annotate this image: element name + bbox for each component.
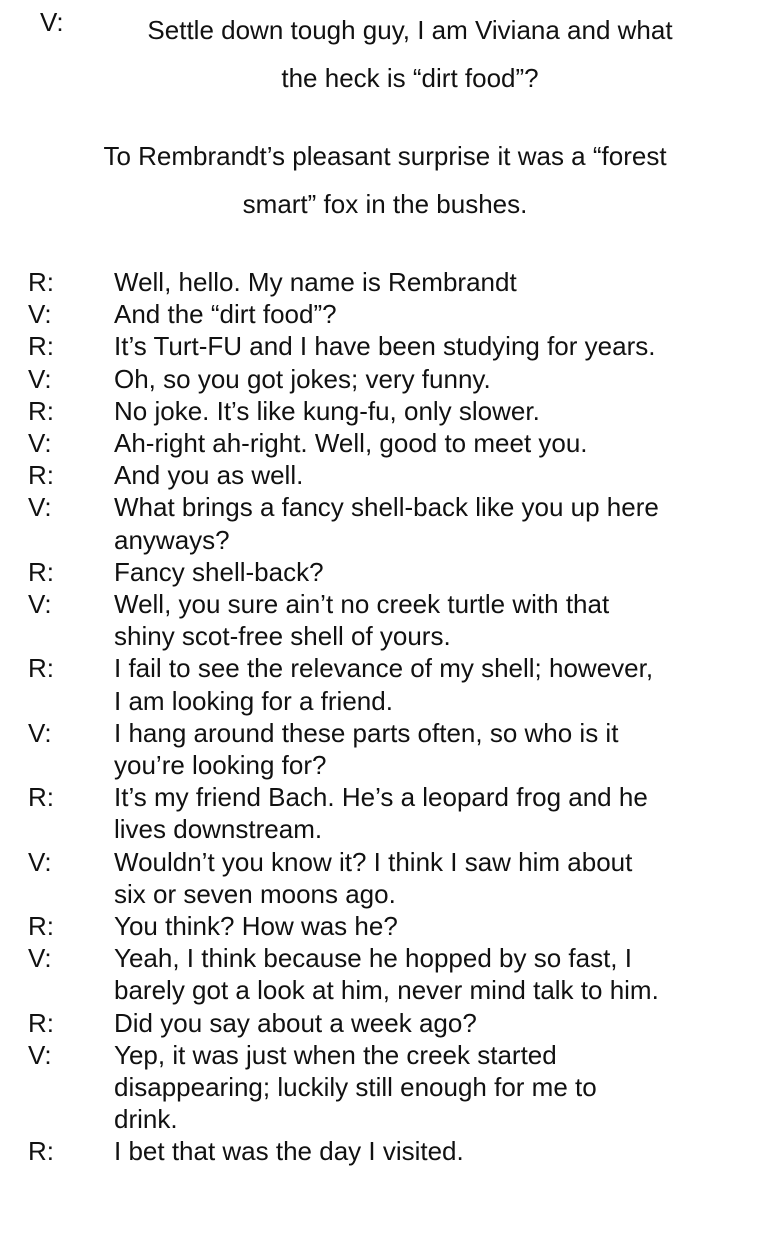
speech-line: Did you say about a week ago? xyxy=(114,1007,477,1038)
dialogue-row xyxy=(0,395,768,427)
intro-speech-line: the heck is “dirt food”? xyxy=(281,63,539,93)
dialogue-row xyxy=(0,652,768,716)
dialogue-row xyxy=(0,1135,768,1167)
speaker-label: R: xyxy=(28,782,54,813)
dialogue-row xyxy=(0,846,768,910)
speech-text xyxy=(114,266,724,298)
speech-line: drink. xyxy=(114,1104,178,1135)
speaker-label: V: xyxy=(28,299,52,330)
dialogue-row xyxy=(0,363,768,395)
narration-line: smart” fox in the bushes. xyxy=(242,189,528,219)
speaker-label: R: xyxy=(28,911,54,942)
dialogue-row xyxy=(0,717,768,781)
speech-line: Ah-right ah-right. Well, good to meet you. xyxy=(114,428,588,459)
speaker-label: R: xyxy=(28,1136,54,1167)
speaker-label: V: xyxy=(28,717,52,748)
speaker-label: V: xyxy=(28,428,52,459)
speaker-label: R: xyxy=(28,267,54,297)
speech-line: disappearing; luckily still enough for me to xyxy=(114,1072,597,1103)
speech-line: you’re looking for? xyxy=(114,750,327,781)
speaker-label: R: xyxy=(28,460,54,491)
speech-text xyxy=(114,1039,724,1136)
speaker-label: R: xyxy=(28,556,54,587)
speaker-label: R: xyxy=(28,1007,54,1038)
speech-text xyxy=(114,910,724,942)
speech-line: I bet that was the day I visited. xyxy=(114,1136,464,1167)
speech-text xyxy=(114,556,724,588)
speech-line: anyways? xyxy=(114,524,230,555)
speech-line: Oh, so you got jokes; very funny. xyxy=(114,363,491,394)
dialogue-row xyxy=(0,266,768,298)
speaker-label: R: xyxy=(28,395,54,426)
speech-text xyxy=(114,427,724,459)
speech-text xyxy=(114,459,724,491)
intro-speaker-label: V: xyxy=(40,7,64,37)
dialogue-row xyxy=(0,1039,768,1136)
speech-line: And the “dirt food”? xyxy=(114,299,337,330)
speech-line: And you as well. xyxy=(114,460,304,491)
speech-text xyxy=(114,1007,724,1039)
intro-speech-line: Settle down tough guy, I am Viviana and what xyxy=(147,15,673,45)
dialogue-list xyxy=(0,266,768,1168)
speech-text xyxy=(114,652,724,716)
speaker-label: V: xyxy=(28,846,52,877)
speaker-label: R: xyxy=(28,331,54,362)
dialogue-row xyxy=(0,298,768,330)
speech-text xyxy=(114,717,724,781)
intro-speech xyxy=(110,6,710,102)
speech-text xyxy=(114,588,724,652)
speaker-label: V: xyxy=(28,363,52,394)
speech-line: Well, hello. My name is Rembrandt xyxy=(114,267,517,297)
speech-line: shiny scot-free shell of yours. xyxy=(114,621,451,652)
speaker-label: V: xyxy=(28,943,52,974)
dialogue-row xyxy=(0,1007,768,1039)
speech-text xyxy=(114,330,724,362)
speech-line: barely got a look at him, never mind talk to him. xyxy=(114,975,659,1006)
speaker-label: R: xyxy=(28,653,54,684)
dialogue-row xyxy=(0,556,768,588)
speech-line: lives downstream. xyxy=(114,814,323,845)
dialogue-row xyxy=(0,781,768,845)
speech-line: What brings a fancy shell-back like you up here xyxy=(114,492,659,523)
speech-text xyxy=(114,846,724,910)
dialogue-row xyxy=(0,910,768,942)
speech-text xyxy=(114,781,724,845)
narration-paragraph xyxy=(40,132,730,228)
speech-line: Well, you sure ain’t no creek turtle with that xyxy=(114,589,610,620)
speech-line: I am looking for a friend. xyxy=(114,685,393,716)
dialogue-row xyxy=(0,330,768,362)
speech-line: You think? How was he? xyxy=(114,911,398,942)
speech-line: Yeah, I think because he hopped by so fast, I xyxy=(114,943,632,974)
speech-text xyxy=(114,942,724,1006)
speech-line: I hang around these parts often, so who is it xyxy=(114,717,619,748)
speech-text xyxy=(114,491,724,555)
narration-line: To Rembrandt’s pleasant surprise it was a “forest xyxy=(103,141,667,171)
dialogue-row xyxy=(0,942,768,1006)
speech-text xyxy=(114,1135,724,1167)
speech-line: It’s Turt-FU and I have been studying for years. xyxy=(114,331,656,362)
speech-text xyxy=(114,395,724,427)
speaker-label: V: xyxy=(28,1039,52,1070)
speech-line: It’s my friend Bach. He’s a leopard frog and he xyxy=(114,782,648,813)
speech-line: I fail to see the relevance of my shell; however, xyxy=(114,653,654,684)
dialogue-row xyxy=(0,459,768,491)
speech-line: Yep, it was just when the creek started xyxy=(114,1039,557,1070)
dialogue-row xyxy=(0,427,768,459)
speech-line: No joke. It’s like kung-fu, only slower. xyxy=(114,395,540,426)
speech-line: six or seven moons ago. xyxy=(114,878,396,909)
speech-text xyxy=(114,363,724,395)
dialogue-row xyxy=(0,588,768,652)
speaker-label: V: xyxy=(28,589,52,620)
speech-line: Wouldn’t you know it? I think I saw him about xyxy=(114,846,633,877)
dialogue-row xyxy=(0,491,768,555)
speech-text xyxy=(114,298,724,330)
speaker-label: V: xyxy=(28,492,52,523)
speech-line: Fancy shell-back? xyxy=(114,556,324,587)
